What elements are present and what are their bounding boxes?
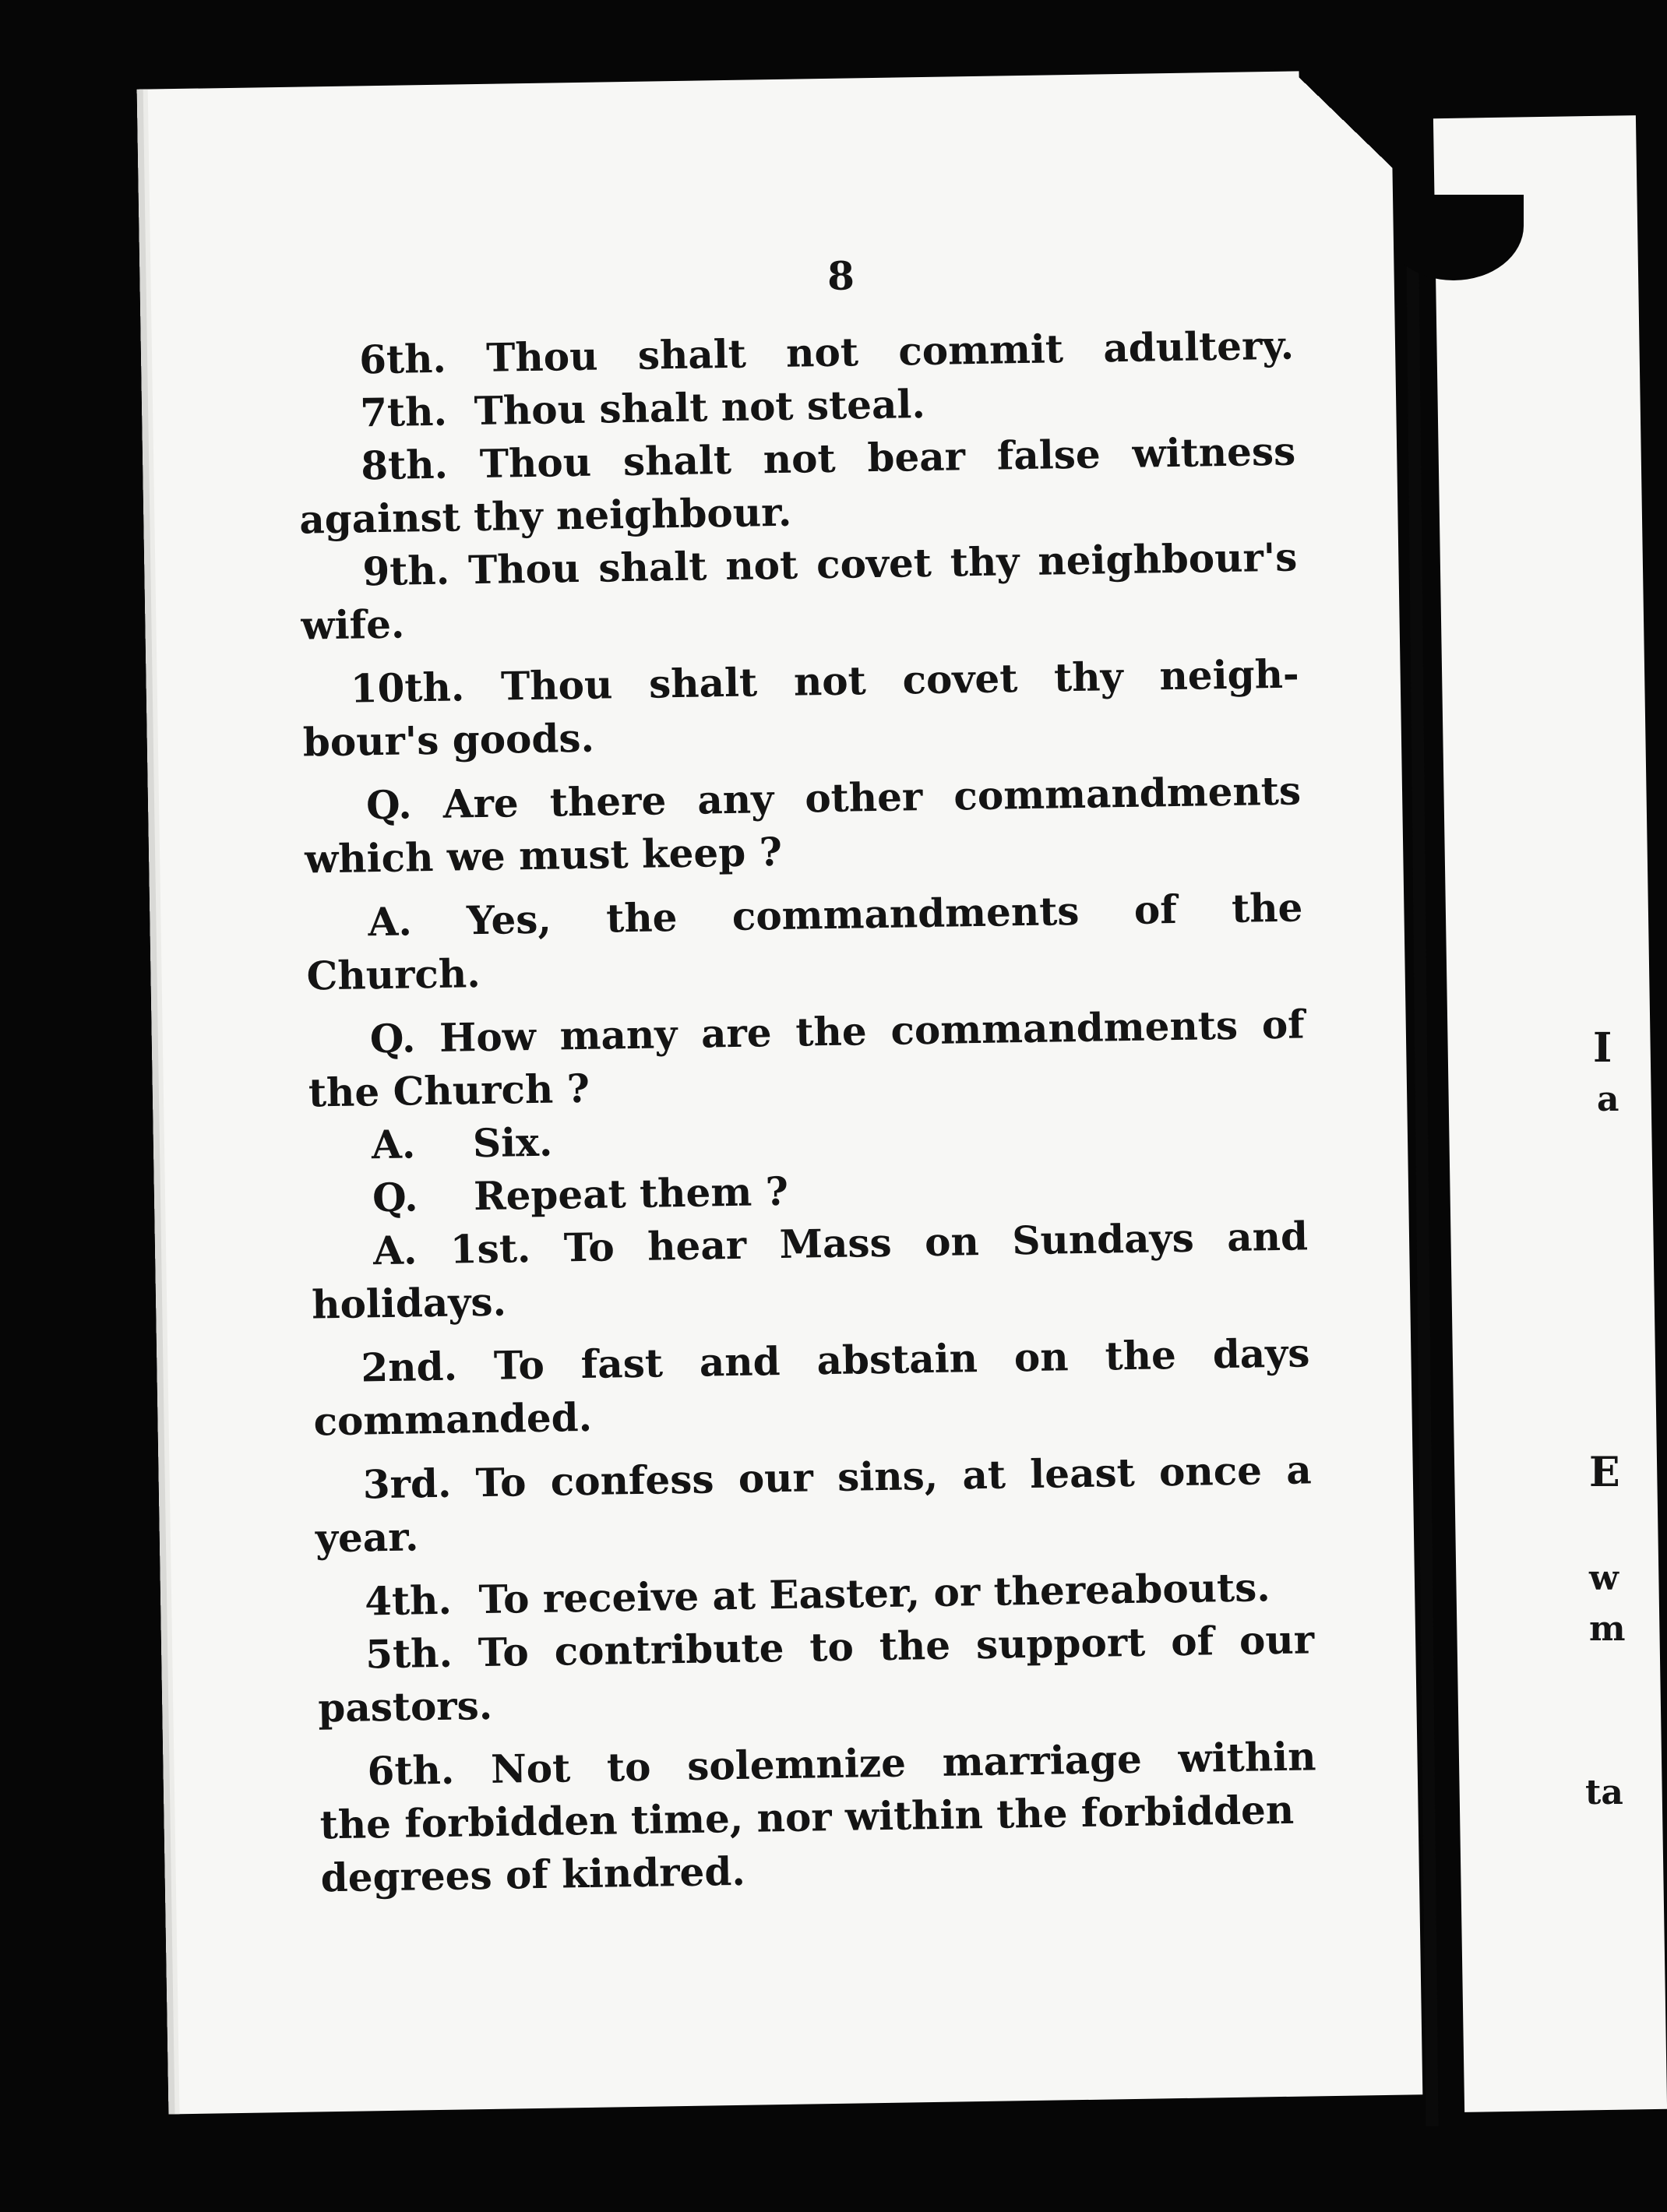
word: To: [563, 1224, 615, 1271]
word: on: [1013, 1333, 1070, 1381]
word: Mass: [779, 1219, 893, 1268]
right-page-letter: w: [1589, 1559, 1619, 1598]
word: many: [559, 1011, 678, 1059]
text-line: year.: [315, 1513, 419, 1562]
word: shalt: [648, 659, 758, 707]
right-page-fragment: [1433, 115, 1667, 2112]
text-line: 4th. To receive at Easter, or thereabouts.: [364, 1564, 1271, 1625]
word: Sundays: [1011, 1214, 1195, 1264]
word: 1st.: [449, 1225, 531, 1273]
word: shalt: [637, 330, 747, 379]
right-page-letter: a: [1597, 1080, 1619, 1119]
word: not: [793, 657, 867, 705]
answer-label: A.: [371, 1121, 416, 1168]
page-text: [295, 243, 1318, 1905]
word: 8th.: [360, 441, 449, 489]
word: the: [605, 894, 678, 942]
right-page-letter: E: [1589, 1449, 1620, 1496]
word: Thou: [500, 661, 613, 710]
word: support: [975, 1618, 1146, 1668]
text-line: Church.: [306, 950, 481, 999]
word: witness: [1132, 428, 1296, 477]
word: To: [493, 1341, 545, 1389]
word: thy: [1053, 653, 1124, 701]
word: 6th.: [358, 335, 447, 383]
word: of: [1133, 886, 1178, 933]
word: How: [439, 1013, 537, 1061]
word: the: [795, 1008, 868, 1055]
word: there: [549, 777, 667, 826]
word: thy: [950, 538, 1020, 586]
word: hear: [647, 1221, 747, 1270]
word: and: [1226, 1213, 1309, 1260]
word: To: [478, 1629, 530, 1676]
text-line: wife.: [301, 601, 405, 649]
word: neighbour's: [1037, 534, 1298, 584]
word: commandments: [890, 1002, 1239, 1054]
right-page-letter: m: [1589, 1609, 1626, 1649]
text-line: 7th. Thou shalt not steal.: [359, 380, 926, 436]
word: our: [1239, 1616, 1315, 1664]
word: Q.: [369, 1015, 416, 1062]
word: Thou: [479, 439, 592, 487]
text-line: pastors.: [317, 1682, 493, 1731]
word: to: [606, 1743, 651, 1791]
word: abstain: [816, 1335, 978, 1384]
word: other: [804, 773, 923, 822]
word: Thou: [485, 333, 598, 381]
word: the: [1231, 884, 1303, 932]
text-line: the forbidden time, nor within the forbidden: [319, 1786, 1295, 1848]
text-line: bour's goods.: [302, 714, 595, 766]
word: A.: [372, 1227, 418, 1274]
text-line: the Church ?: [308, 1065, 590, 1116]
word: not: [724, 541, 798, 590]
word: covet: [902, 655, 1018, 703]
word: confess: [550, 1456, 714, 1505]
word: 3rd.: [362, 1460, 452, 1508]
text-line: against thy neighbour.: [298, 488, 792, 543]
word: not: [763, 435, 837, 483]
text-line: holidays.: [311, 1278, 507, 1328]
word: sins,: [837, 1452, 939, 1500]
word: bear: [866, 433, 966, 481]
word: and: [699, 1338, 781, 1386]
word: Thou: [467, 544, 580, 594]
page-number: 8: [826, 252, 855, 299]
word: Yes,: [466, 896, 552, 944]
word: Q.: [365, 781, 413, 829]
word: least: [1029, 1449, 1136, 1498]
word: the: [879, 1622, 951, 1670]
text-line: commanded.: [313, 1393, 593, 1445]
word: on: [924, 1218, 980, 1266]
word: fast: [580, 1340, 664, 1388]
text-line: degrees of kindred.: [320, 1847, 746, 1901]
word: shalt: [622, 436, 732, 485]
word: adultery.: [1102, 322, 1295, 372]
right-page-letter: ta: [1585, 1773, 1623, 1812]
word: days: [1212, 1330, 1310, 1378]
right-page-letter: I: [1593, 1024, 1612, 1072]
word: Are: [442, 780, 520, 827]
word: are: [700, 1009, 773, 1057]
word: of: [1170, 1618, 1214, 1665]
word: covet: [816, 539, 932, 588]
question-label: Q.: [372, 1174, 419, 1221]
word: 9th.: [361, 547, 450, 595]
word: of: [1261, 1001, 1306, 1048]
book-page: [137, 70, 1423, 2115]
word: 6th.: [367, 1746, 455, 1795]
word: our: [738, 1454, 814, 1502]
page-corner: [1299, 68, 1394, 178]
word: any: [696, 776, 774, 823]
word: contribute: [554, 1625, 784, 1675]
word: commandments: [731, 887, 1080, 939]
word: 2nd.: [361, 1343, 458, 1391]
word: within: [1178, 1733, 1316, 1782]
word: 5th.: [365, 1629, 453, 1678]
word: the: [1105, 1332, 1177, 1379]
word: neigh-: [1158, 650, 1300, 699]
word: solemnize: [686, 1739, 907, 1789]
word: to: [809, 1623, 855, 1671]
word: once: [1158, 1447, 1263, 1495]
word: commandments: [953, 767, 1302, 819]
word: at: [961, 1451, 1006, 1499]
word: 10th.: [350, 664, 465, 712]
word: A.: [368, 898, 413, 946]
word: a: [1285, 1446, 1313, 1493]
word: commit: [897, 326, 1064, 375]
word: false: [996, 431, 1101, 479]
word: Repeat them ?: [473, 1168, 789, 1220]
word: shalt: [597, 543, 707, 591]
word: not: [785, 329, 859, 376]
word: Six.: [472, 1118, 553, 1167]
word: Not: [490, 1745, 571, 1792]
word: marriage: [942, 1735, 1143, 1785]
word: To: [475, 1459, 527, 1506]
text-line: which we must keep ?: [304, 828, 783, 882]
